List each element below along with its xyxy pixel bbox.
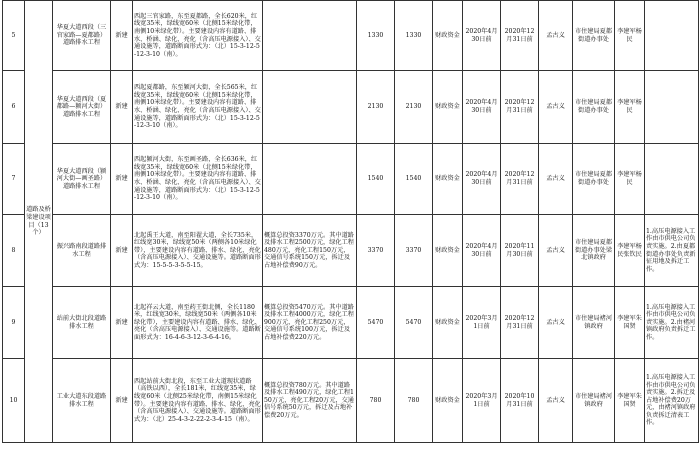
project-content: 北起祥云大道，南至药王街北侧，全长1180米，红线宽30米，绿线宽50米（两侧各10米绿化带），主要建设内容有道路、排水、绿化、亮化（含高压电源接入）、交通设施等。道路断面形式为：16-4-6-3-12-3-6-4-16。 — [133, 287, 263, 359]
fund-source: 财政资金 — [433, 71, 463, 144]
start-date: 2020年4月30日前 — [463, 144, 501, 215]
responsible-unit: 市住建局褚河镇政府 — [573, 287, 615, 359]
annual-investment: 1540 — [395, 144, 433, 215]
fund-source: 财政资金 — [433, 215, 463, 287]
project-name: 华夏大道西段（夏都路—颍河大街）道路排水工程 — [53, 71, 111, 144]
annual-investment: 3370 — [395, 215, 433, 287]
investment-detail: 概算总投资780万元。其中道路及排水工程490万元，绿化工程150万元，亮化工程20万元，交通信号系统50万元，拆迁及占地补偿费20万元。 — [263, 359, 357, 443]
start-date: 2020年3月1日前 — [463, 287, 501, 359]
leader: 孟古义 — [539, 1, 573, 71]
construction-type: 新建 — [111, 71, 133, 144]
leader: 孟古义 — [539, 144, 573, 215]
start-date: 2020年3月1日前 — [463, 359, 501, 443]
table-row — [3, 71, 699, 144]
end-date: 2020年12月31日前 — [501, 144, 539, 215]
annual-investment: 2130 — [395, 71, 433, 144]
leader: 孟古义 — [539, 287, 573, 359]
row-number: 9 — [3, 287, 25, 359]
investment-detail — [263, 144, 357, 215]
project-content: 西起颍河大街，东至画圣路，全长636米，红线宽35米，绿线宽60米（北侧15米绿化带，南侧10米绿化带）。主要建设内容有道路、排水、桥涵、绿化、亮化（含高压电源接入）、交通设施等，道路断面形式为：（北）15-3-12-5-12-3-10（南）。 — [133, 144, 263, 215]
leader: 孟古义 — [539, 359, 573, 443]
fund-source: 财政资金 — [433, 1, 463, 71]
construction-type: 新建 — [111, 144, 133, 215]
project-table — [2, 0, 699, 443]
total-investment: 1540 — [357, 144, 395, 215]
project-content: 西起三官家路，东至夏都路，全长620米，红线宽35米，绿线宽60米（北侧15米绿化带，南侧10米绿化带）。主要建设内容有道路、排水、桥涵、绿化、亮化（含高压电源接入）、交通设施等，道路断面形式为：（北）15-3-12-5-12-3-10（南）。 — [133, 1, 263, 71]
investment-detail: 概算总投资5470万元。其中道路及排水工程4000万元，绿化工程900万元，亮化工程250万元，交通信号系统100万元，拆迁及占地补偿费220万元。 — [263, 287, 357, 359]
annual-investment: 780 — [395, 359, 433, 443]
construction-type: 新建 — [111, 287, 133, 359]
end-date: 2020年12月31日前 — [501, 287, 539, 359]
project-content: 西起站前大街北段，东至工业大道现状道路（高铁以西），全长181米，红线宽35米，绿线宽60米（北侧25米绿化带，南侧15米绿化带）。主要建设内容有道路、排水、绿化、亮化（含高压电源接入）、交通设施等。道路断面形式为：（北）25-4-3-2-22-2-3-4-15（南）。 — [133, 359, 263, 443]
remarks: 1.高压电源接入工作由市供电公司负责实施。2.由夏都街道办事处负责新征用地及拆迁工作。 — [645, 215, 699, 287]
leader: 孟古义 — [539, 215, 573, 287]
annual-investment: 5470 — [395, 287, 433, 359]
end-date: 2020年12月31日前 — [501, 71, 539, 144]
responsible-person: 李建军朱国贤 — [615, 359, 645, 443]
project-name: 华夏大道西段（颍河大街—画圣路）道路排水工程 — [53, 144, 111, 215]
row-number: 8 — [3, 215, 25, 287]
total-investment: 3370 — [357, 215, 395, 287]
end-date: 2020年10月31日前 — [501, 359, 539, 443]
construction-type: 新建 — [111, 1, 133, 71]
fund-source: 财政资金 — [433, 144, 463, 215]
investment-detail: 概算总投资3370万元。其中道路及排水工程2500万元，绿化工程480万元，亮化工程150万元，交通信号系统150万元，拆迁及占地补偿费90万元。 — [263, 215, 357, 287]
responsible-unit: 市住建局夏都街道办事处梁北镇政府 — [573, 215, 615, 287]
row-number: 5 — [3, 1, 25, 71]
construction-type: 新建 — [111, 359, 133, 443]
end-date: 2020年12月31日前 — [501, 1, 539, 71]
remarks — [645, 1, 699, 71]
start-date: 2020年4月30日前 — [463, 71, 501, 144]
project-name: 站前大街北段道路排水工程 — [53, 287, 111, 359]
table-row — [3, 1, 699, 71]
row-number: 7 — [3, 144, 25, 215]
total-investment: 2130 — [357, 71, 395, 144]
end-date: 2020年11月30日前 — [501, 215, 539, 287]
responsible-unit: 市住建局夏都街道办事处 — [573, 144, 615, 215]
total-investment: 1330 — [357, 1, 395, 71]
remarks — [645, 144, 699, 215]
total-investment: 780 — [357, 359, 395, 443]
start-date: 2020年4月30日前 — [463, 215, 501, 287]
project-name: 振兴路南段道路排水工程 — [53, 215, 111, 287]
remarks: 1.高压电源接入工作由市供电公司负责实施。2.拆迁及占地补偿费20万元，由褚河镇政府负责拆迁清表工作。 — [645, 359, 699, 443]
responsible-person: 李建军朱国贤 — [615, 287, 645, 359]
table-row — [3, 215, 699, 287]
table-row — [3, 287, 699, 359]
total-investment: 5470 — [357, 287, 395, 359]
investment-detail — [263, 1, 357, 71]
row-number: 6 — [3, 71, 25, 144]
responsible-person: 李建军杨民 — [615, 1, 645, 71]
project-name: 华夏大道西段（三官家路—夏都路）道路排水工程 — [53, 1, 111, 71]
responsible-unit: 市住建局褚河镇政府 — [573, 359, 615, 443]
responsible-person: 李建军杨民 — [615, 71, 645, 144]
fund-source: 财政资金 — [433, 359, 463, 443]
remarks: 1.高压电源接入工作由市供电公司负责实施。2.由褚河镇政府负责拆迁工作。 — [645, 287, 699, 359]
investment-detail — [263, 71, 357, 144]
project-name: 工业大道东段道路排水工程 — [53, 359, 111, 443]
responsible-person: 李建军杨民 — [615, 144, 645, 215]
construction-type: 新建 — [111, 215, 133, 287]
responsible-unit: 市住建局夏都街道办事处 — [573, 1, 615, 71]
leader: 孟古义 — [539, 71, 573, 144]
responsible-unit: 市住建局夏都街道办事处 — [573, 71, 615, 144]
project-content: 西起夏都路，东至颍河大街，全长565米，红线宽35米，绿线宽60米（北侧15米绿化带，南侧10米绿化带）。主要建设内容有道路、排水、桥涵、绿化、亮化（含高压电源接入）、交通设施等，道路断面形式为：（北）15-3-12-5-12-3-10（南）。 — [133, 71, 263, 144]
project-content: 北起禹王大道，南至阳翟大道，全长735米，红线宽30米，绿线宽50米（两侧各10米绿化带），主要建设内容有道路、排水、绿化、亮化（含高压电源接入）、交通设施等。道路断面形式为：15-5-5-3-5-5-15。 — [133, 215, 263, 287]
category-cell: 道路及桥梁建设项目（13个） — [25, 1, 53, 443]
fund-source: 财政资金 — [433, 287, 463, 359]
responsible-person: 李建军杨民张钦民 — [615, 215, 645, 287]
table-row — [3, 144, 699, 215]
row-number: 10 — [3, 359, 25, 443]
table-row — [3, 359, 699, 443]
remarks — [645, 71, 699, 144]
annual-investment: 1330 — [395, 1, 433, 71]
start-date: 2020年4月30日前 — [463, 1, 501, 71]
